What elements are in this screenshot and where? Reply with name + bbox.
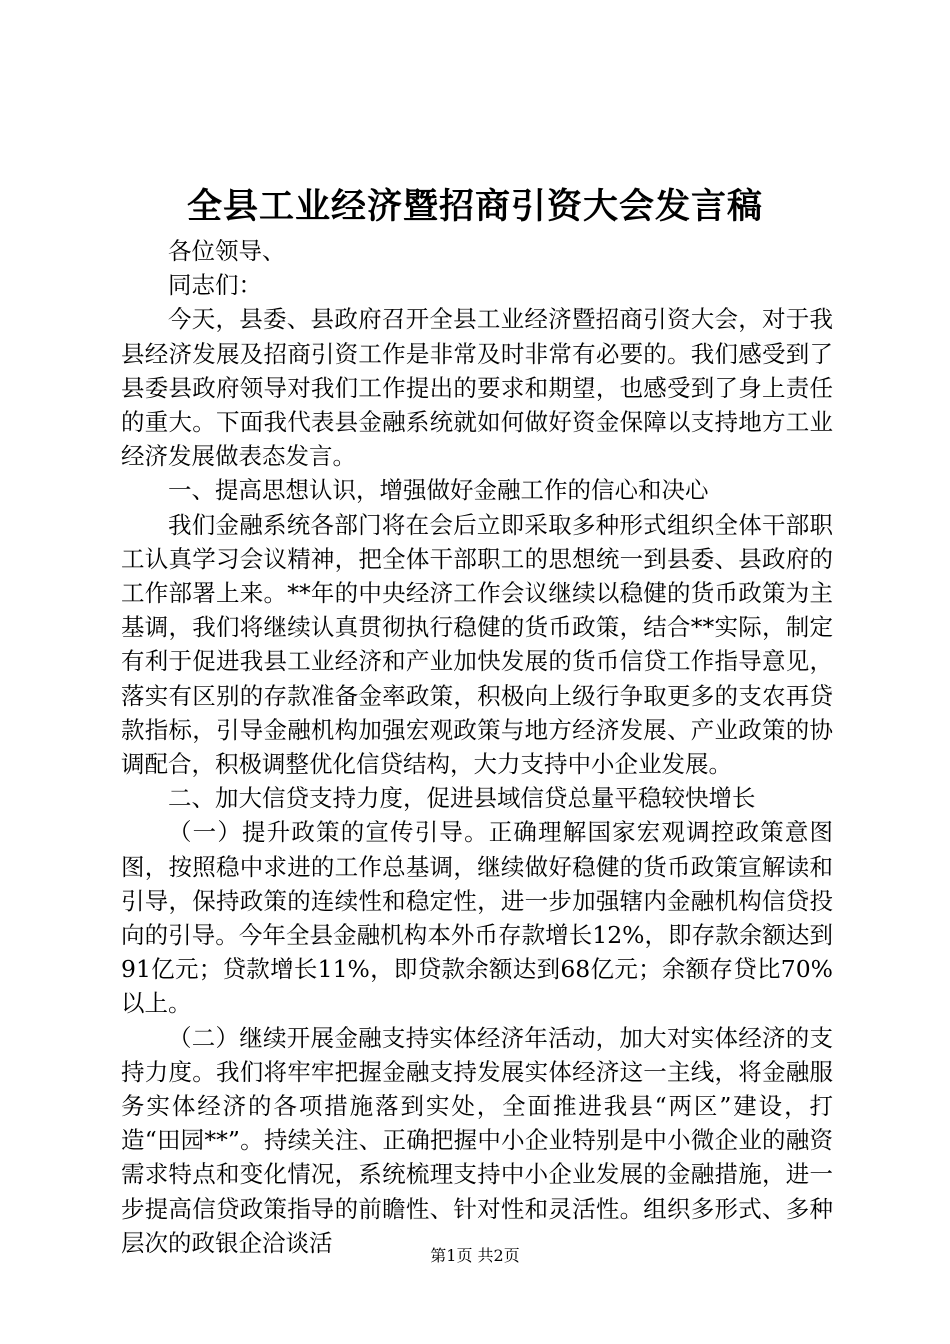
subsection-1-paragraph: （一）提升政策的宣传引导。正确理解国家宏观调控政策意图图，按照稳中求进的工作总基调，继续做好稳健的货币政策宣解读和引导，保持政策的连续性和稳定性，进一步加强辖内金融机构信贷投向的引导。今年全县金融机构本外币存款增长12%，即存款余额达到91亿元；贷款增长11%，即贷款余额达到68亿元；余额存贷比70%以上。 — [121, 818, 833, 1018]
section-1-paragraph: 我们金融系统各部门将在会后立即采取多种形式组织全体干部职工认真学习会议精神，把全体干部职工的思想统一到县委、县政府的工作部署上来。**年的中央经济工作会议继续以稳健的货币政策为主基调，我们将继续认真贯彻执行稳健的货币政策，结合**实际，制定有利于促进我县工业经济和产业加快发展的货币信贷工作指导意见，落实有区别的存款准备金率政策，积极向上级行争取更多的支农再贷款指标，引导金融机构加强宏观政策与地方经济发展、产业政策的协调配合，积极调整优化信贷结构，大力支持中小企业发展。 — [121, 510, 833, 779]
subsection-2-paragraph: （二）继续开展金融支持实体经济年活动，加大对实体经济的支持力度。我们将牢牢把握金融支持发展实体经济这一主线，将金融服务实体经济的各项措施落到实处，全面推进我县“两区”建设，打造“田园**”。持续关注、正确把握中小企业特别是中小微企业的融资需求特点和变化情况，系统梳理支持中小企业发展的金融措施，进一步提高信贷政策指导的前瞻性、针对性和灵活性。组织多形式、多种层次的政银企洽谈活 — [121, 1023, 833, 1257]
intro-paragraph: 今天，县委、县政府召开全县工业经济暨招商引资大会，对于我县经济发展及招商引资工作是非常及时非常有必要的。我们感受到了县委县政府领导对我们工作提出的要求和期望，也感受到了身上责任的重大。下面我代表县金融系统就如何做好资金保障以支持地方工业经济发展做表态发言。 — [121, 305, 833, 471]
document-body — [121, 234, 833, 1260]
section-heading-2: 二、加大信贷支持力度，促进县域信贷总量平稳较快增长 — [168, 784, 756, 813]
page-number-footer: 第1页 共2页 — [430, 1246, 520, 1265]
salutation-line-1: 各位领导、 — [168, 237, 286, 265]
section-heading-1: 一、提高思想认识，增强做好金融工作的信心和决心 — [168, 476, 709, 505]
document-title: 全县工业经济暨招商引资大会发言稿 — [186, 186, 763, 227]
salutation-line-2: 同志们： — [168, 271, 262, 300]
